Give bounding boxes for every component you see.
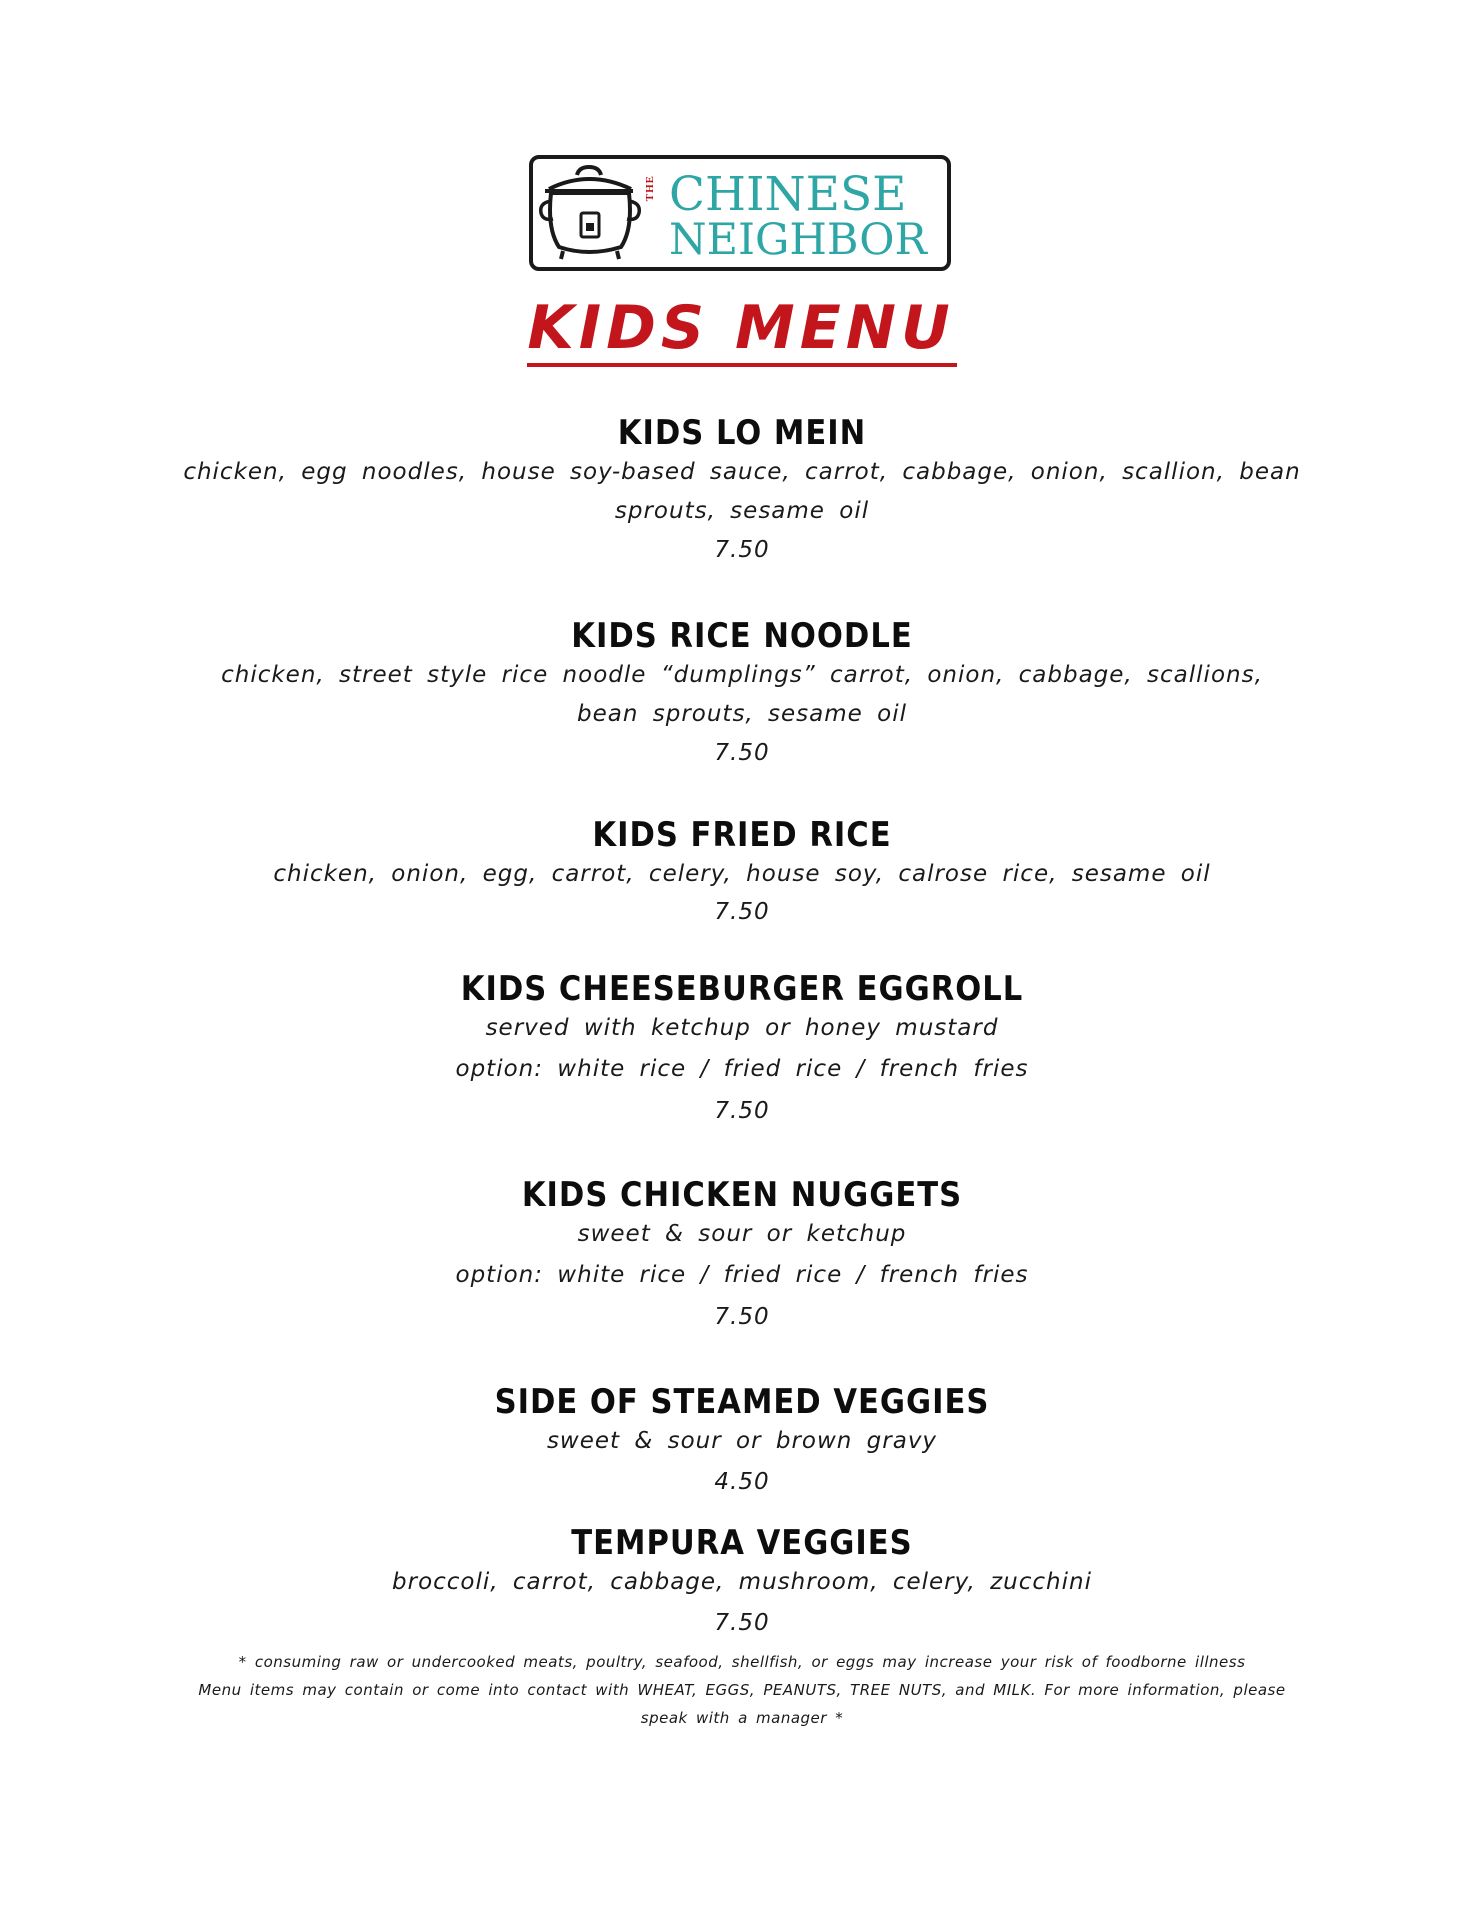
item-description: chicken, egg noodles, house soy-based sauce, carrot, cabbage, onion, scallion, bean sprouts, sesame oil bbox=[183, 459, 1301, 524]
item-price: 7.50 bbox=[714, 740, 770, 766]
item-price: 7.50 bbox=[714, 1304, 770, 1330]
item-price: 7.50 bbox=[714, 537, 770, 563]
page-title bbox=[0, 293, 1484, 363]
item-name: SIDE OF STEAMED VEGGIES bbox=[494, 1382, 990, 1422]
menu-item bbox=[0, 969, 1484, 1130]
allergen-warning: Menu items may contain or come into contact with WHEAT, EGGS, PEANUTS, TREE NUTS, and MILK. For more information, please speak with a manager * bbox=[198, 1681, 1286, 1727]
item-name: KIDS CHEESEBURGER EGGROLL bbox=[460, 969, 1024, 1009]
menu-item bbox=[0, 413, 1484, 569]
item-price: 7.50 bbox=[714, 1610, 770, 1636]
item-name: KIDS RICE NOODLE bbox=[571, 616, 913, 656]
logo-line-2: NEIGHBOR bbox=[669, 215, 927, 265]
item-name: KIDS LO MEIN bbox=[617, 413, 867, 453]
item-name: TEMPURA VEGGIES bbox=[571, 1523, 913, 1563]
item-description: sweet & sour or ketchup bbox=[577, 1221, 907, 1247]
item-option: option: white rice / fried rice / french fries bbox=[455, 1056, 1029, 1082]
item-option: option: white rice / fried rice / french fries bbox=[455, 1262, 1029, 1288]
menu-item bbox=[0, 616, 1484, 772]
item-price: 7.50 bbox=[714, 1098, 770, 1124]
item-description: served with ketchup or honey mustard bbox=[485, 1015, 999, 1041]
menu-item bbox=[0, 1175, 1484, 1336]
item-description: chicken, street style rice noodle “dumplings” carrot, onion, cabbage, scallions, bean sprouts, sesame oil bbox=[221, 662, 1263, 727]
page-title-text: KIDS MENU bbox=[527, 293, 956, 367]
menu-item bbox=[0, 815, 1484, 931]
foodborne-notice: * consuming raw or undercooked meats, poultry, seafood, shellfish, or eggs may increase your risk of foodborne illness bbox=[238, 1653, 1246, 1671]
item-price: 7.50 bbox=[714, 899, 770, 925]
logo-the: THE bbox=[644, 175, 656, 202]
item-description: sweet & sour or brown gravy bbox=[546, 1428, 938, 1454]
menu-item bbox=[0, 1523, 1484, 1646]
item-price: 4.50 bbox=[714, 1469, 770, 1495]
item-name: KIDS FRIED RICE bbox=[592, 815, 892, 855]
item-description: chicken, onion, egg, carrot, celery, house soy, calrose rice, sesame oil bbox=[273, 861, 1211, 887]
menu-item bbox=[0, 1382, 1484, 1505]
item-name: KIDS CHICKEN NUGGETS bbox=[521, 1175, 963, 1215]
restaurant-logo bbox=[529, 155, 951, 271]
logo-line-1: CHINESE bbox=[669, 167, 907, 222]
item-description: broccoli, carrot, cabbage, mushroom, celery, zucchini bbox=[392, 1569, 1092, 1595]
allergen-notice bbox=[0, 1648, 1484, 1732]
